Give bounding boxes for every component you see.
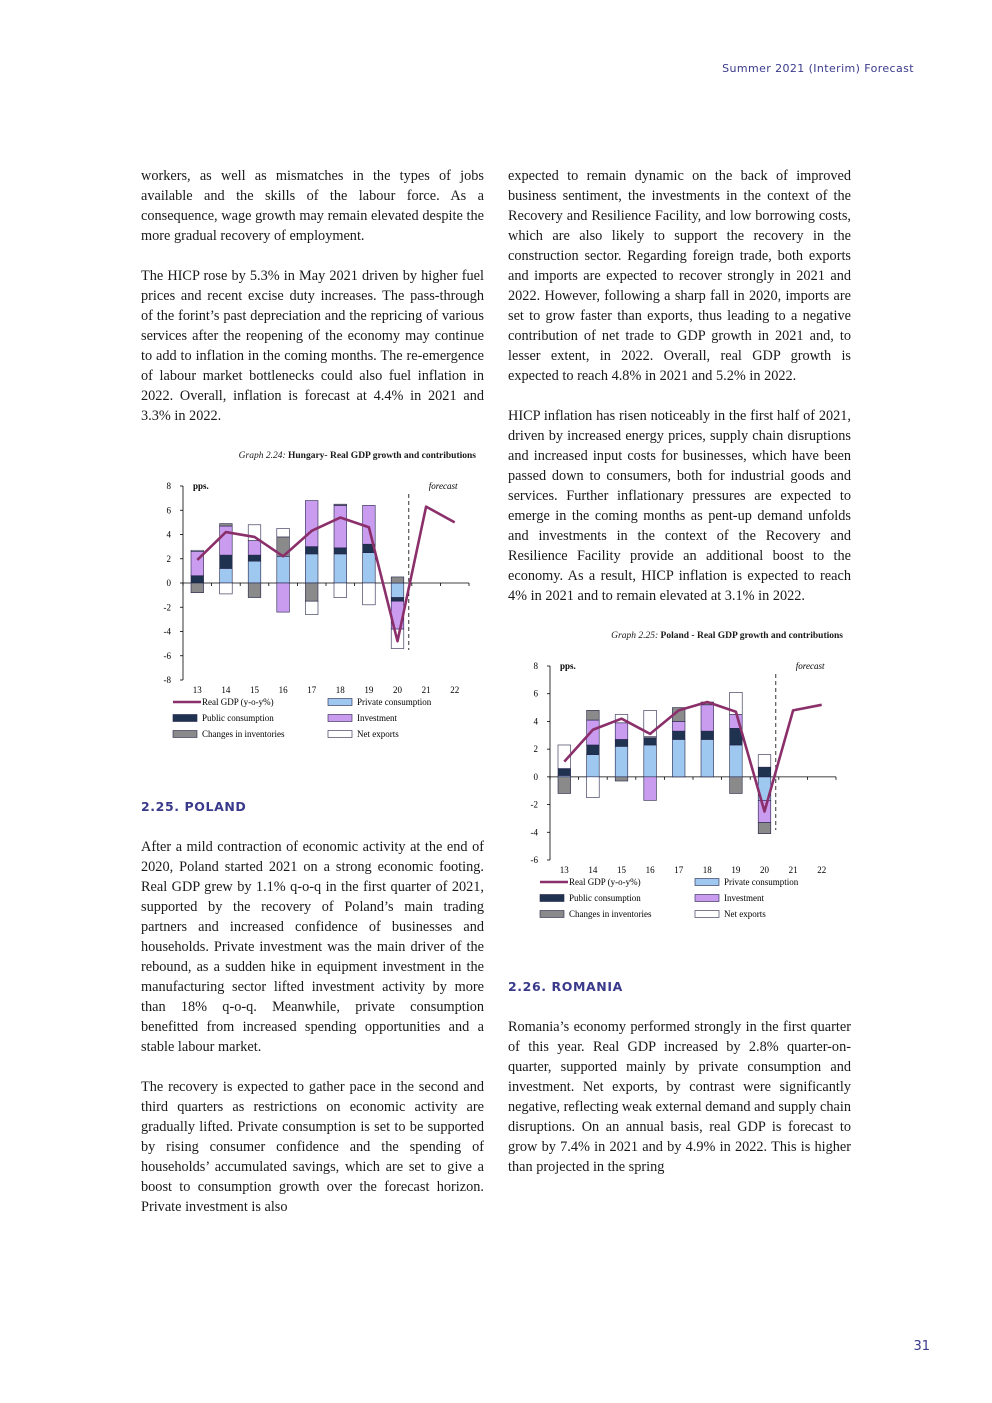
paragraph: After a mild contraction of economic activity at the end of 2020, Poland started 2021 on a strong economic footing. Real GDP grew by 1.1% q-o-q in the first quarter of 2021, supported by the recovery of Poland’s main trading partners and increased confidence of businesses and households. Private investment was the main driver of the rebound, as a sudden hike in equipment investment in the manufacturing sector lifted investment activity by more than 18% q-o-q. Meanwhile, private consumption benefitted from increased spending opportunities and a stable labour market. (141, 839, 484, 1055)
bar-net-exports (587, 777, 600, 798)
bar-investment (277, 583, 290, 612)
y-tick-label: -8 (163, 675, 171, 685)
bar-inventories (391, 577, 404, 583)
bar-inventories (305, 583, 318, 601)
line-real-gdp (564, 702, 821, 811)
y-tick-label: 6 (533, 688, 538, 699)
legend-inventories-label: Changes in inventories (202, 729, 285, 739)
legend-investment-label: Investment (724, 893, 764, 903)
bar-private-consumption (615, 746, 628, 776)
chart-hungary-svg (141, 466, 484, 756)
y-tick-label: -2 (163, 602, 171, 613)
bar-net-exports (363, 583, 376, 605)
bar-public-consumption (701, 731, 714, 739)
bar-private-consumption (220, 568, 233, 583)
y-tick-label: -6 (530, 855, 538, 865)
bar-inventories (334, 504, 347, 505)
bar-net-exports (191, 550, 204, 551)
bar-private-consumption (277, 556, 290, 583)
chart-title (141, 450, 476, 462)
legend-net-exports-label: Net exports (357, 729, 399, 739)
bar-net-exports (334, 583, 347, 598)
line-real-gdp (197, 507, 454, 642)
legend-public-consumption-label: Public consumption (202, 713, 274, 723)
x-tick-label: 13 (192, 685, 202, 695)
legend-private-consumption-label: Private consumption (724, 877, 799, 887)
right-column (508, 166, 851, 1177)
bar-inventories (615, 777, 628, 781)
bar-public-consumption (334, 548, 347, 554)
y-tick-label: 6 (166, 505, 171, 516)
bar-investment (701, 705, 714, 731)
x-tick-label: 19 (364, 685, 374, 695)
x-tick-label: 19 (731, 865, 741, 875)
y-tick-label: 8 (533, 661, 538, 671)
forecast-label: forecast (428, 481, 458, 491)
bar-inventories (758, 823, 771, 834)
bar-investment (644, 777, 657, 801)
bar-public-consumption (672, 731, 685, 739)
x-tick-label: 16 (278, 685, 288, 695)
x-tick-label: 15 (250, 685, 259, 695)
x-tick-label: 22 (450, 685, 460, 695)
paragraph: workers, as well as mismatches in the types of jobs available and the skills of the labour force. As a consequence, wage growth may remain elevated despite the more gradual recovery of employment. (141, 168, 484, 244)
x-tick-label: 13 (559, 865, 569, 875)
x-tick-label: 20 (393, 685, 402, 695)
legend-public-consumption-label: Public consumption (569, 893, 641, 903)
bar-public-consumption (220, 555, 233, 568)
legend-real-gdp-label: Real GDP (y-o-y%) (569, 877, 641, 887)
legend-private-consumption-swatch (695, 879, 719, 886)
bar-private-consumption (305, 554, 318, 583)
chart-poland (508, 630, 851, 941)
legend-private-consumption-label: Private consumption (357, 697, 432, 707)
paragraph: HICP inflation has risen noticeably in the first half of 2021, driven by increased energy prices, supply chain disruptions and increased input costs for businesses, which have been passed down to consumers, both for industrial goods and services. Further inflationary pressures are expected to emerge in the coming months as pent-up demand unfolds and investments in the context of the Recovery and Resilience Facility provide an additional boost to the economy. As a result, HICP inflation is expected to reach 4% in 2021 and to remain elevated at 3.1% in 2022. (508, 408, 851, 604)
x-tick-label: 14 (588, 865, 598, 875)
legend-net-exports-label: Net exports (724, 909, 766, 919)
bar-inventories (730, 777, 743, 794)
bar-investment (248, 541, 261, 556)
bar-inventories (558, 777, 571, 794)
bar-private-consumption (644, 745, 657, 777)
x-tick-label: 15 (617, 865, 626, 875)
x-tick-label: 21 (421, 685, 431, 695)
bar-public-consumption (587, 745, 600, 755)
bar-private-consumption (391, 583, 404, 598)
bar-inventories (587, 710, 600, 720)
y-tick-label: -4 (163, 626, 171, 637)
y-tick-label: -2 (530, 799, 538, 810)
x-tick-label: 18 (335, 685, 345, 695)
bar-private-consumption (730, 745, 743, 777)
running-header: Summer 2021 (Interim) Forecast (722, 62, 914, 75)
bar-investment (305, 501, 318, 547)
legend-net-exports-swatch (695, 911, 719, 918)
paragraph: Romania’s economy performed strongly in the first quarter of this year. Real GDP increased by 2.8% quarter-on-quarter, supported mainly by private consumption and investment. Net exports, by contrast were significantly negative, reflecting weak external demand and supply chain disruptions. On an annual basis, real GDP is forecast to grow by 7.4% in 2021 and by 4.9% in 2022. This is higher than projected in the spring (508, 1019, 851, 1175)
legend-investment-label: Investment (357, 713, 397, 723)
section-title-romania: 2.26. ROMANIA (508, 979, 623, 994)
paragraph: The HICP rose by 5.3% in May 2021 driven by higher fuel prices and recent excise duty increases. The pass-through of the forint’s past depreciation and the repricing of various services after the reopening of the economy may continue to add to inflation in the coming months. The re-emergence of labour market bottlenecks could also fuel inflation in 2022. Overall, inflation is forecast at 4.4% in 2021 and 3.3% in 2022. (141, 268, 484, 424)
legend-inventories-label: Changes in inventories (569, 909, 652, 919)
x-tick-label: 22 (817, 865, 827, 875)
bar-public-consumption (615, 739, 628, 746)
legend-real-gdp-label: Real GDP (y-o-y%) (202, 697, 274, 707)
y-tick-label: 4 (166, 529, 171, 540)
bar-net-exports (305, 601, 318, 614)
x-tick-label: 17 (674, 865, 684, 875)
y-axis-label: pps. (560, 661, 576, 671)
legend-public-consumption-swatch (173, 715, 197, 722)
y-tick-label: 0 (533, 771, 538, 782)
y-axis-label: pps. (193, 481, 209, 491)
bar-net-exports (220, 583, 233, 594)
y-tick-label: 2 (166, 553, 171, 564)
y-tick-label: 0 (166, 578, 171, 588)
chart-poland-svg (508, 646, 851, 936)
legend-public-consumption-swatch (540, 895, 564, 902)
chart-title-text: Hungary- Real GDP growth and contributions (288, 451, 476, 461)
x-tick-label: 21 (788, 865, 798, 875)
bar-private-consumption (248, 561, 261, 583)
bar-public-consumption (248, 555, 261, 561)
x-tick-label: 18 (702, 865, 712, 875)
legend-inventories-swatch (173, 731, 197, 738)
page-number: 31 (913, 1339, 930, 1354)
chart-title (508, 630, 843, 642)
bar-public-consumption (305, 547, 318, 554)
bar-public-consumption (758, 767, 771, 777)
legend-investment-swatch (328, 715, 352, 722)
legend-private-consumption-swatch (328, 699, 352, 706)
bar-private-consumption (334, 554, 347, 583)
bar-private-consumption (587, 755, 600, 777)
bar-public-consumption (644, 738, 657, 745)
x-tick-label: 14 (221, 685, 231, 695)
bar-private-consumption (363, 553, 376, 583)
bar-inventories (248, 583, 261, 598)
y-tick-label: 8 (166, 481, 171, 491)
bar-public-consumption (558, 769, 571, 776)
paragraph: The recovery is expected to gather pace in the second and third quarters as restrictions on economic activity are gradually lifted. Private consumption is set to be supported by rising consumer confidence and the spending of households’ accumulated savings, which are set to give a boost to consumption growth over the forecast horizon. Private investment is also (141, 1079, 484, 1215)
bar-inventories (191, 583, 204, 593)
legend-inventories-swatch (540, 911, 564, 918)
bar-investment (587, 720, 600, 745)
x-tick-label: 20 (760, 865, 769, 875)
y-tick-label: -6 (163, 650, 171, 661)
bar-private-consumption (672, 739, 685, 776)
x-tick-label: 17 (307, 685, 317, 695)
chart-title-prefix: Graph 2.24: (238, 451, 286, 461)
forecast-label: forecast (795, 661, 825, 671)
x-tick-label: 16 (645, 865, 655, 875)
bar-public-consumption (391, 598, 404, 602)
y-tick-label: 4 (533, 716, 538, 727)
bar-investment (615, 723, 628, 740)
legend-net-exports-swatch (328, 731, 352, 738)
bar-investment (220, 526, 233, 555)
chart-hungary (141, 450, 484, 761)
bar-investment (334, 505, 347, 547)
paragraph: expected to remain dynamic on the back of improved business sentiment, the investments in the context of the Recovery and Resilience Facility, and low borrowing costs, which are also likely to support the recovery in the construction sector. Regarding foreign trade, both exports and imports are expected to recover strongly in 2021 and 2022. However, following a sharp fall in 2020, imports are set to grow faster than exports, thus leading to a negative contribution of net trade to GDP growth in 2021 and, to lesser extent, in 2022. Overall, real GDP growth is expected to reach 4.8% in 2021 and 5.2% in 2022. (508, 168, 851, 384)
chart-title-text: Poland - Real GDP growth and contributions (660, 631, 843, 641)
bar-public-consumption (191, 576, 204, 583)
legend-investment-swatch (695, 895, 719, 902)
bar-net-exports (277, 528, 290, 536)
bar-inventories (220, 524, 233, 526)
bar-investment (672, 721, 685, 731)
y-tick-label: -4 (530, 827, 538, 838)
bar-net-exports (758, 755, 771, 767)
section-title-poland: 2.25. POLAND (141, 799, 247, 814)
chart-title-prefix: Graph 2.25: (611, 631, 659, 641)
left-column (141, 166, 484, 1217)
y-tick-label: 2 (533, 744, 538, 755)
bar-private-consumption (701, 739, 714, 776)
